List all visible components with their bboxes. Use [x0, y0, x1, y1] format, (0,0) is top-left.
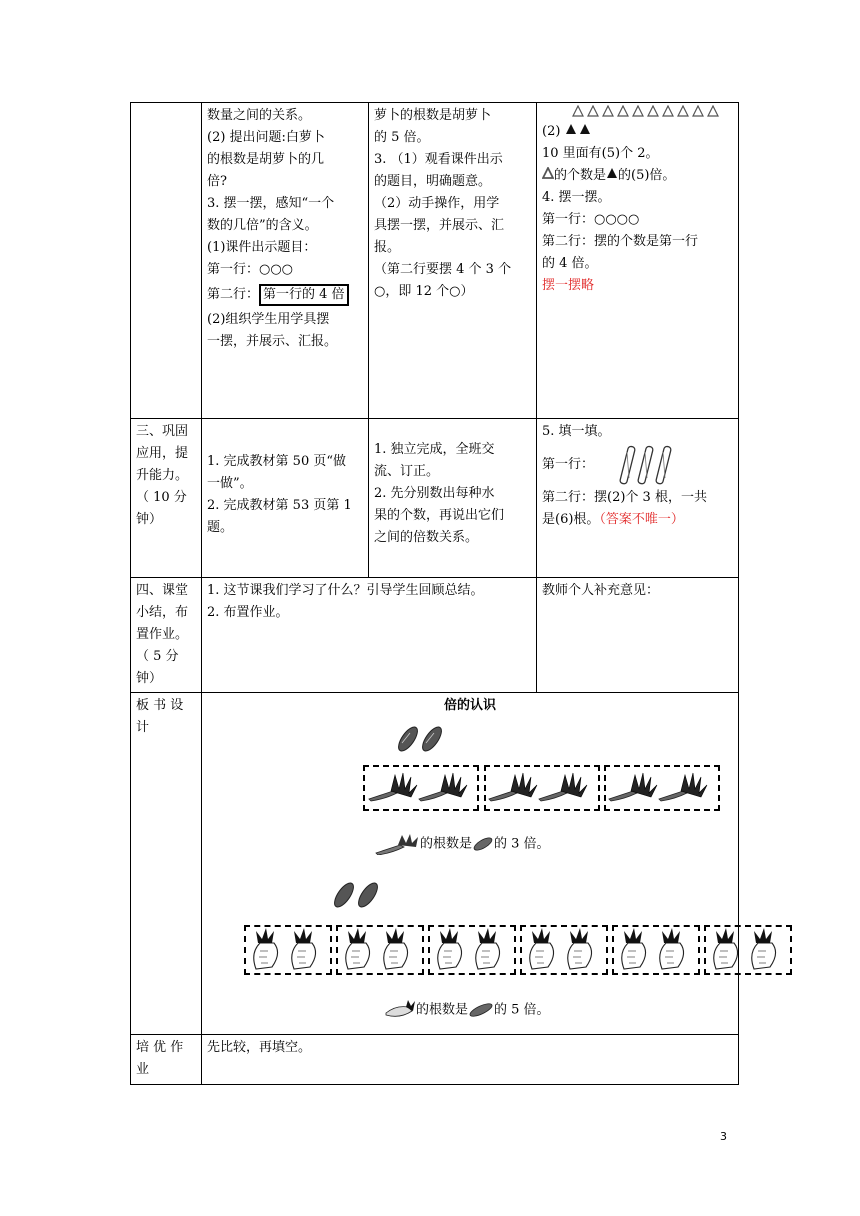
- cell-teacher-comments: [537, 578, 739, 693]
- text-line: 第一行：○○○○: [542, 212, 640, 227]
- row-extra-homework: [131, 1035, 739, 1085]
- text-line: 第二行：摆(2)个 3 根，一共: [542, 490, 707, 505]
- text-segment: 的个数是: [554, 168, 607, 183]
- text-line: 第一行：○○○: [207, 262, 294, 277]
- cell-empty-label: [131, 103, 202, 419]
- caption-1: [374, 833, 550, 856]
- text-line: 一做”。: [207, 476, 253, 491]
- text-segment: 的 3 倍。: [494, 836, 550, 852]
- text-line: (2) 提出问题:白萝卜: [207, 130, 325, 145]
- page-number: 3: [720, 1130, 727, 1143]
- item-number: (2): [542, 124, 561, 139]
- label-line: 钟）: [136, 671, 163, 686]
- label-line: 小结，布: [136, 605, 189, 620]
- board-design-area: [202, 693, 739, 1035]
- sticks-icon: [618, 444, 678, 486]
- text-line: 4. 摆一摆。: [542, 190, 611, 205]
- text-line: 2. 完成教材第 53 页第 1: [207, 498, 352, 513]
- text-segment: 的根数是: [416, 1002, 469, 1018]
- carrot-icon: [472, 836, 494, 852]
- boxed-answer: 第一行的 4 倍: [259, 284, 349, 306]
- cell-student-activity: [369, 103, 537, 419]
- cell-student-activity: [369, 419, 537, 578]
- text-line: (1)课件出示题目：: [207, 240, 317, 255]
- text-line: 数的几倍”的含义。: [207, 218, 318, 233]
- text-line: 倍?: [207, 174, 227, 189]
- filled-triangles-icon: [565, 123, 593, 135]
- outline-triangle-icon: [542, 167, 554, 179]
- text-line: 具摆一摆，并展示、汇: [374, 218, 505, 233]
- sticks-line: [542, 443, 733, 487]
- white-radish-icon: [384, 999, 416, 1021]
- text-line: 第二行：: [207, 287, 260, 302]
- row-teaching: [131, 103, 739, 419]
- cell-stage-label: [131, 578, 202, 693]
- text-segment: 是(6)根。: [542, 512, 600, 527]
- ratio-line: [542, 165, 733, 187]
- cell-board-label: [131, 693, 202, 1035]
- label-line: 计: [136, 720, 150, 735]
- text-line: 题。: [207, 520, 234, 535]
- cell-teacher-activity: [202, 419, 369, 578]
- text-line: 1. 这节课我们学习了什么？引导学生回顾总结。: [207, 583, 484, 598]
- text-line: 3. 摆一摆，感知“一个: [207, 196, 335, 211]
- cell-notes: [537, 419, 739, 578]
- answer-note: （答案不唯一）: [599, 512, 684, 527]
- text-line: 数量之间的关系。: [207, 108, 312, 123]
- text-line: 3. （1）观看课件出示: [374, 152, 503, 167]
- second-row-line: [207, 284, 363, 306]
- text-segment: 的 5 倍。: [494, 1002, 550, 1018]
- text-line: 的题目，明确题意。: [374, 174, 492, 189]
- text-line: 10 里面有(5)个 2。: [542, 146, 659, 161]
- text-line: 的 5 倍。: [374, 130, 430, 145]
- cell-extra-content: [202, 1035, 739, 1085]
- text-line: （2）动手操作，用学: [374, 196, 500, 211]
- text-segment: 第一行：: [542, 457, 595, 472]
- text-line: 2. 先分别数出每种水: [374, 486, 495, 501]
- text-line: （第二行要摆 4 个 3 个: [374, 262, 512, 277]
- cell-extra-label: [131, 1035, 202, 1085]
- label-line: 升能力。: [136, 468, 189, 483]
- text-line: 的根数是胡萝卜的几: [207, 152, 325, 167]
- lesson-plan-table: [130, 102, 739, 1085]
- text-line: 教师个人补充意见：: [542, 583, 660, 598]
- text-line: 一摆，并展示、汇报。: [207, 334, 338, 349]
- text-line: 第二行：摆的个数是第一行: [542, 234, 699, 249]
- text-line: 2. 布置作业。: [207, 605, 289, 620]
- white-radish-row-icon: [246, 927, 790, 971]
- cell-summary-content: [202, 578, 537, 693]
- outline-triangles-icon: [572, 105, 720, 117]
- text-line: 的 4 倍。: [542, 256, 598, 271]
- label-line: （ 5 分: [136, 649, 179, 664]
- cell-stage-label: [131, 419, 202, 578]
- text-line: ○，即 12 个○）: [374, 284, 474, 299]
- text-line: 报。: [374, 240, 401, 255]
- cell-teacher-activity: [202, 103, 369, 419]
- label-line: 业: [136, 1062, 150, 1077]
- text-segment: 的根数是: [420, 836, 473, 852]
- text-line: 1. 完成教材第 50 页“做: [207, 454, 346, 469]
- label-line: （ 10 分: [136, 490, 187, 505]
- answer-line: [542, 509, 733, 531]
- carrot-pair-icon: [394, 723, 454, 755]
- label-line: 板 书 设: [136, 698, 184, 713]
- text-line: 先比较，再填空。: [207, 1040, 312, 1055]
- text-line: (2)组织学生用学具摆: [207, 312, 330, 327]
- radish-icon: [374, 833, 420, 855]
- text-segment: 的(5)倍。: [618, 168, 676, 183]
- row-summary: [131, 578, 739, 693]
- label-line: 培 优 作: [136, 1040, 184, 1055]
- text-line: 5. 填一填。: [542, 424, 611, 439]
- outline-triangle-row: [542, 105, 733, 121]
- text-line: 之间的倍数关系。: [374, 530, 479, 545]
- label-line: 置作业。: [136, 627, 189, 642]
- row-board-design: [131, 693, 739, 1035]
- carrot-icon: [468, 1002, 494, 1018]
- label-line: 应用，提: [136, 446, 189, 461]
- label-line: 三、巩固: [136, 424, 189, 439]
- carrot-pair-icon: [330, 879, 390, 911]
- cell-notes: [537, 103, 739, 419]
- text-line: 萝卜的根数是胡萝卜: [374, 108, 492, 123]
- row-consolidate: [131, 419, 739, 578]
- filled-triangle-row: [542, 121, 733, 143]
- text-line: 流、订正。: [374, 464, 440, 479]
- caption-2: [384, 999, 550, 1022]
- label-line: 钟）: [136, 512, 163, 527]
- text-line: 1. 独立完成，全班交: [374, 442, 495, 457]
- answer-note: 摆一摆略: [542, 278, 595, 293]
- filled-triangle-icon: [606, 167, 618, 179]
- label-line: 四、课堂: [136, 583, 189, 598]
- text-line: 果的个数，再说出它们: [374, 508, 505, 523]
- radish-row-icon: [365, 769, 717, 805]
- board-title: 倍的认识: [443, 698, 496, 713]
